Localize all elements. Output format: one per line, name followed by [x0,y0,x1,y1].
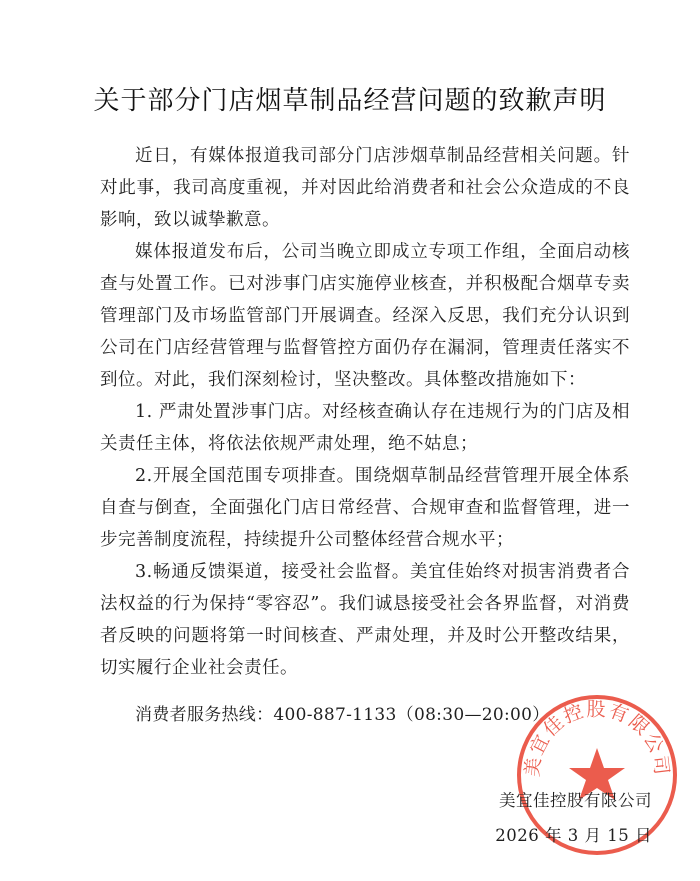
page-title: 关于部分门店烟草制品经营问题的致歉声明 [93,86,607,116]
paragraph-intro: 近日，有媒体报道我司部分门店涉烟草制品经营相关问题。针对此事，我司高度重视，并对因此给消费者和社会公众造成的不良影响，致以诚挚歉意。 [100,146,630,230]
measure-item-1: 1. 严肃处置涉事门店。对经核查确认存在违规行为的门店及相关责任主体，将依法依规严肃处理，绝不姑息； [100,402,630,454]
measure-item-2: 2.开展全国范围专项排查。围绕烟草制品经营管理开展全体系自查与倒查，全面强化门店日常经营、合规审查和监督管理，进一步完善制度流程，持续提升公司整体经营合规水平； [100,466,630,550]
signature-company: 美宜佳控股有限公司 [499,791,652,810]
statement-body [100,140,630,684]
measure-item-3: 3.畅通反馈渠道，接受社会监督。美宜佳始终对损害消费者合法权益的行为保持“零容忍”。我们诚恳接受社会各界监督，对消费者反映的问题将第一时间核查、严肃处理，并及时公开整改结果，切实履行企业社会责任。 [100,562,630,678]
seal-text: 美宜佳控股有限公司 [521,698,673,778]
paragraph-response: 媒体报道发布后，公司当晚立即成立专项工作组，全面启动核查与处置工作。已对涉事门店实施停业核查，并积极配合烟草专卖管理部门及市场监管部门开展调查。经深入反思，我们充分认识到公司在门店经营管理与监督管控方面仍存在漏洞，管理责任落实不到位。对此，我们深刻检讨，坚决整改。具体整改措施如下： [100,242,630,390]
service-hotline: 消费者服务热线：400-887-1133（08:30—20:00） [135,705,550,725]
signature-date: 2026 年 3 月 15 日 [495,826,652,845]
